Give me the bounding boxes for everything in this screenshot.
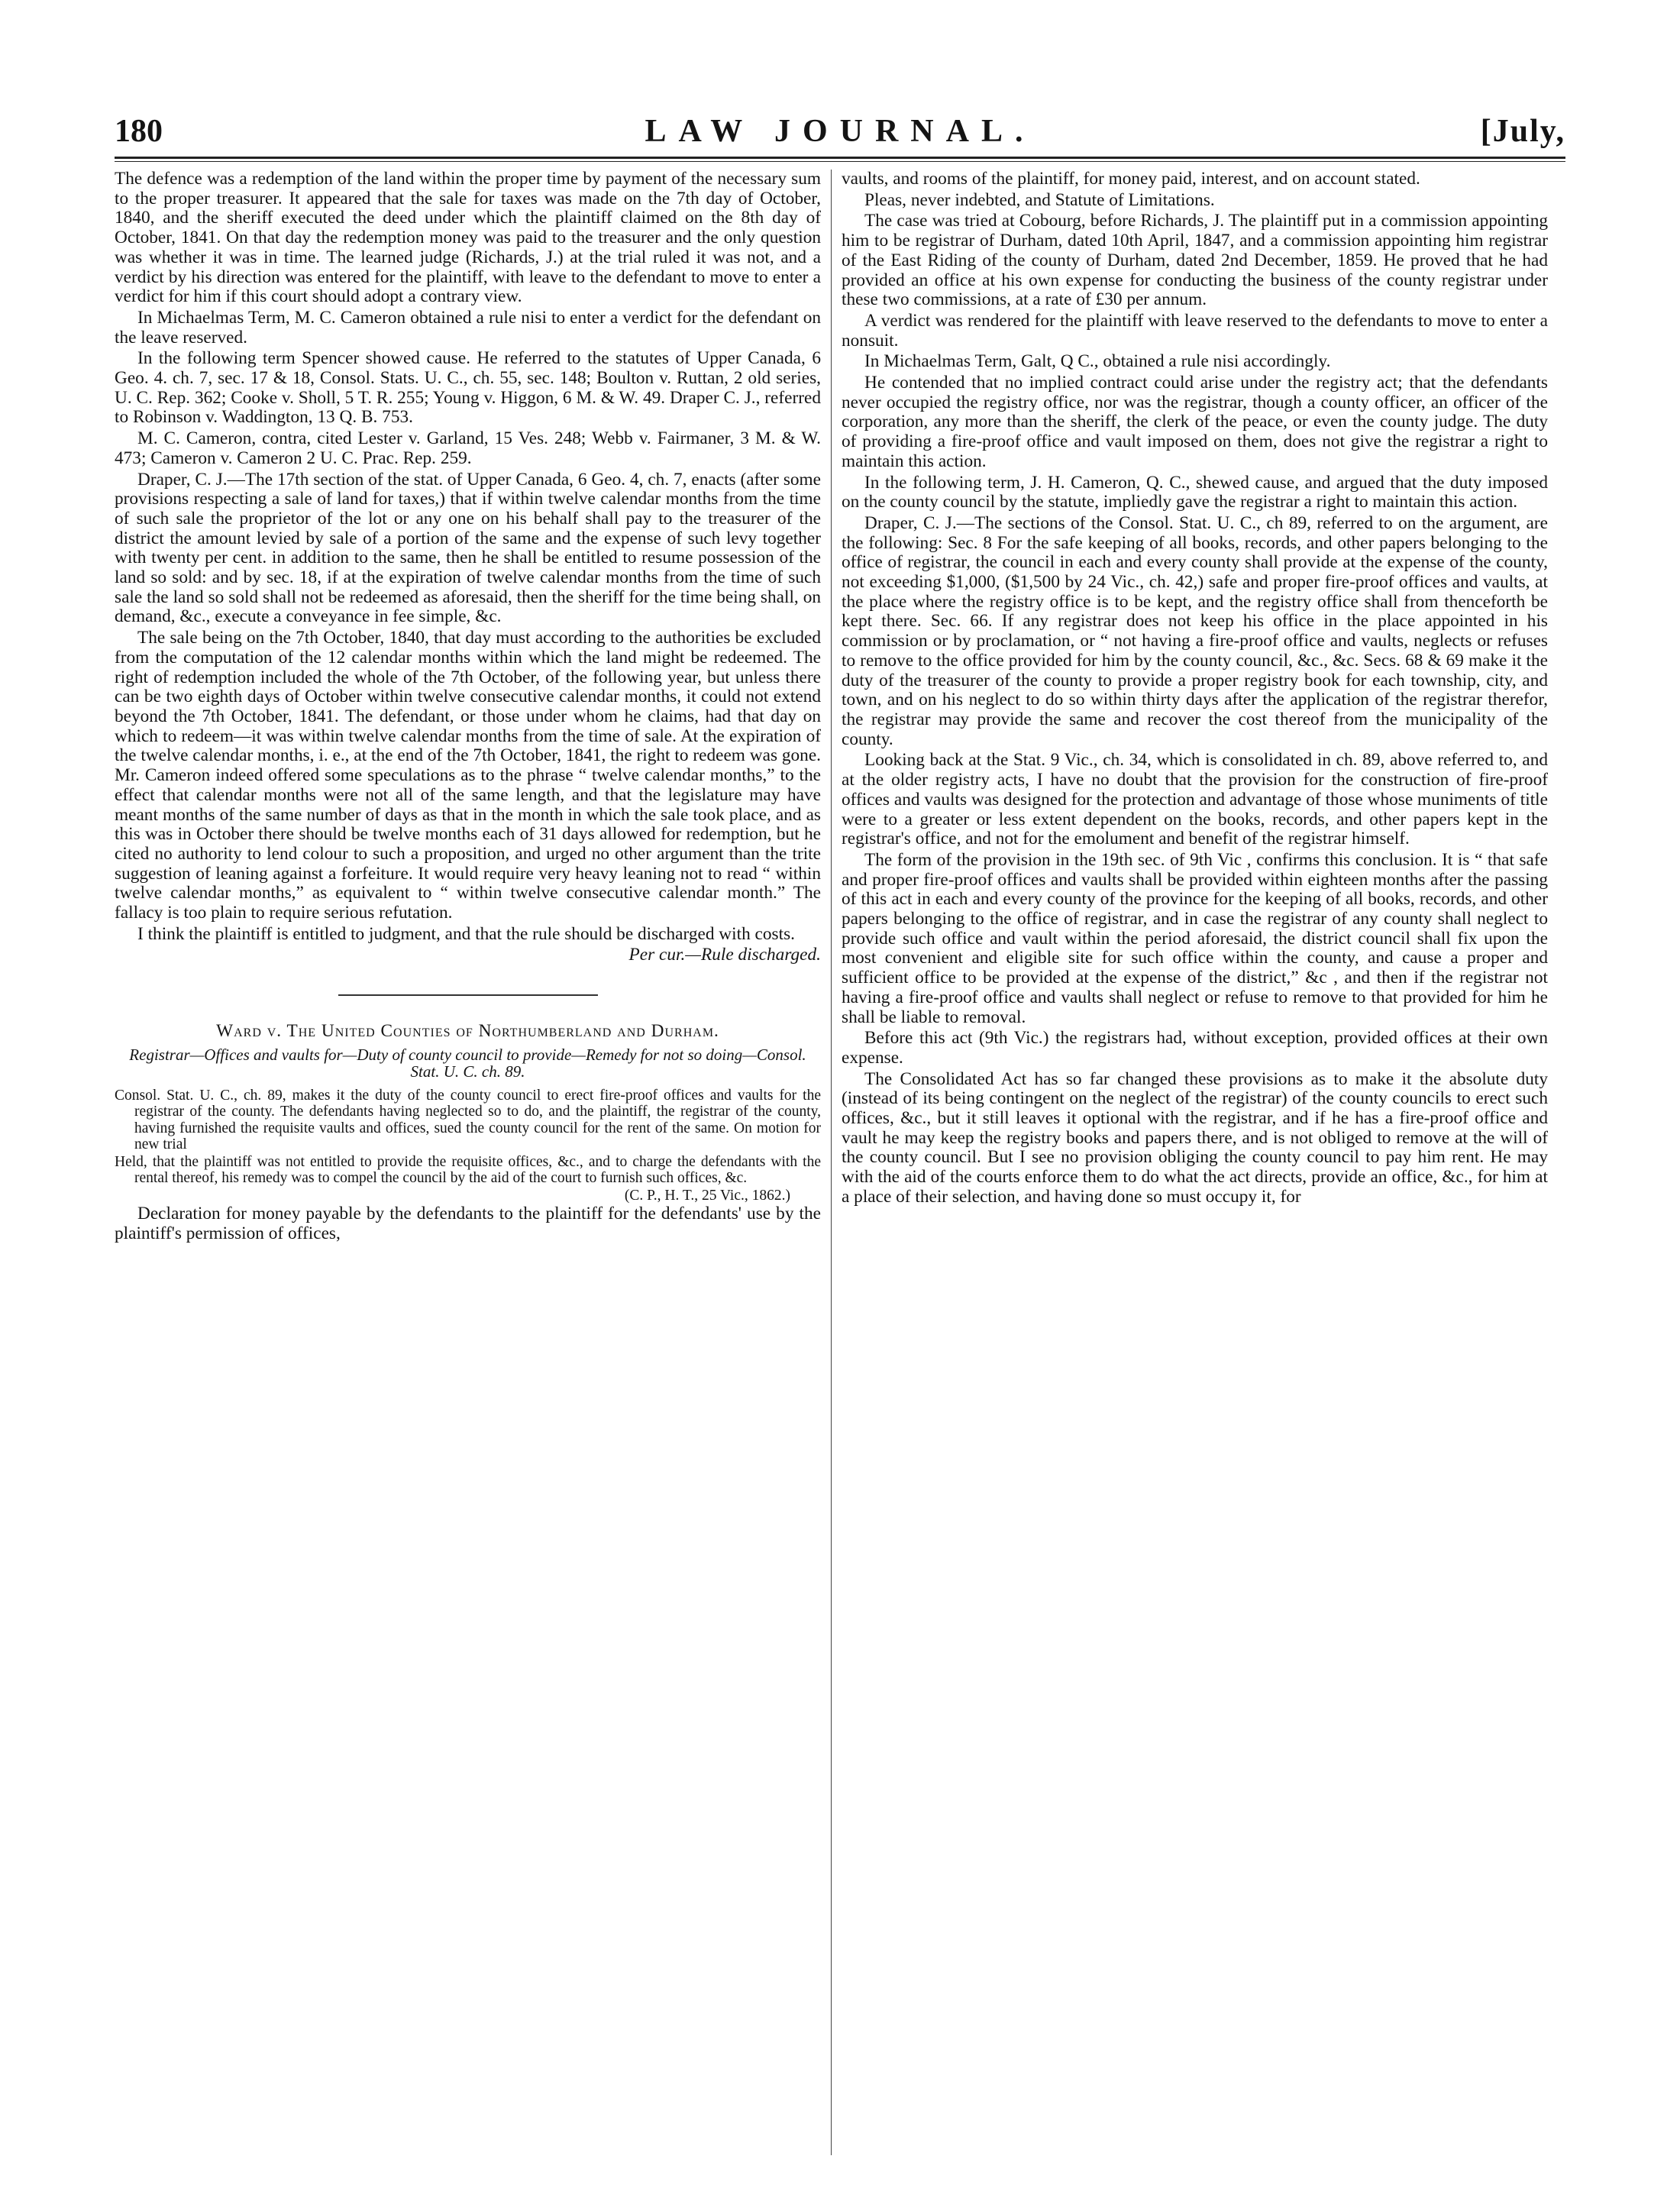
page-number: 180 <box>115 114 163 149</box>
journal-title: LAW JOURNAL. <box>645 114 1035 149</box>
paragraph: Declaration for money payable by the defendants to the plaintiff for the defendants' use by the plaintiff's permission of offices, <box>115 1204 821 1244</box>
paragraph: A verdict was rendered for the plaintiff with leave reserved to the defendants to move to enter a nonsuit. <box>842 310 1548 351</box>
section-divider <box>338 994 598 996</box>
paragraph: The sale being on the 7th October, 1840, that day must according to the authorities be excluded from the computation of the 12 calendar months within which the land might be redeemed. The right of redemption included the whole of the 7th October, of the following year, but unless there can be two eighth days of October within twelve consecutive calendar months, it could not extend beyond the 7th October, 1841. The defendant, or those under whom he claims, had that day on which to redeem—it was within twelve calendar months from the time of sale. At the expiration of the twelve calendar months, i. e., at the end of the 7th October, 1841, the right to redeem was gone. Mr. Cameron indeed offered some speculations as to the phrase “ twelve calendar months,” to the effect that calendar months were not all of the same length, and that the legislature may have meant months of the same number of days as that in the month in which the sale took place, and as this was in October there should be twelve months each of 31 days allowed for redemption, but he cited no authority to lend colour to such a proposition, and urged no other argument than the trite suggestion of leaning against a forfeiture. It would require very heavy leaning not to read “ within twelve calendar months,” as equivalent to “ within twelve consecutive calendar month.” The fallacy is too plain to require serious refutation. <box>115 628 821 923</box>
paragraph: The Consolidated Act has so far changed these provisions as to make it the absolute duty (instead of its being contingent on the neglect of the registrar) of the county councils to erect such offices, &c., but it still leaves it optional with the registrar, and if he has a fire-proof office and vault he may keep the registry books and papers there, and is not obliged to remove at the will of the county council. But I see no provision obliging the county council to pay him rent. He may with the aid of the courts enforce them to do what the act directs, provide an office, &c., for him at a place of their selection, and having done so must occupy it, for <box>842 1068 1548 1207</box>
paragraph: The form of the provision in the 19th sec. of 9th Vic , confirms this conclusion. It is “ that safe and proper fire-proof offices and vaults shall be provided within eighteen months after the passing of this act in each and every county of the province for the keeping of all books, records, and other papers belonging to the office of registrar, and in case the registrar of any county shall neglect to provide such office and vault within the period aforesaid, the district council shall fix upon the most convenient and eligible site for such office within the county, and cause a proper and sufficient office to be provided at the expense of the district,” &c , and then if the registrar not having a fire-proof office and vaults shall neglect or refuse to remove to that provided for him he shall be liable to removal. <box>842 849 1548 1027</box>
paragraph: vaults, and rooms of the plaintiff, for money paid, interest, and on account stated. <box>842 169 1420 189</box>
case-title: Ward v. The United Counties of Northumberland and Durham. <box>216 1021 719 1042</box>
header-rule <box>115 157 1565 159</box>
paragraph: Before this act (9th Vic.) the registrars had, without exception, provided offices at their own expense. <box>842 1028 1548 1068</box>
header-rule-thin <box>115 161 1565 162</box>
right-column <box>842 170 1548 1209</box>
case-citation: (C. P., H. T., 25 Vic., 1862.) <box>624 1187 790 1204</box>
syllabus: Consol. Stat. U. C., ch. 89, makes it the duty of the county council to erect fire-proof offices and vaults for the registrar of the county. The defendants having neglected so to do, and the plaintiff, the registrar of the county, having furnished the requisite vaults and offices, sued the county council for the rent of the same. On motion for new trial <box>115 1087 821 1153</box>
paragraph: He contended that no implied contract could arise under the registry act; that the defendants never occupied the registry office, nor was the registrar, though a county officer, an officer of the corporation, any more than the sheriff, the clerk of the peace, or even the county judge. The duty of providing a fire-proof office and vault imposed on them, does not give the registrar a right to maintain this action. <box>842 373 1548 471</box>
paragraph: I think the plaintiff is entitled to judgment, and that the rule should be discharged with costs. <box>137 923 795 944</box>
paragraph: The defence was a redemption of the land within the proper time by payment of the necessary sum to the proper treasurer. It appeared that the sale for taxes was made on the 7th day of October, 1840, and the sheriff executed the deed under which the plaintiff claimed on the 8th day of October, 1841. On that day the redemption money was paid to the treasurer and the only question was whether it was in time. The learned judge (Richards, J.) at the trial ruled it was not, and a verdict by his direction was entered for the plaintiff, with leave to the defendant to move to enter a verdict for him if this court should adopt a contrary view. <box>115 169 821 307</box>
paragraph: In Michaelmas Term, M. C. Cameron obtained a rule nisi to enter a verdict for the defendant on the leave reserved. <box>115 307 821 347</box>
paragraph: Draper, C. J.—The sections of the Consol. Stat. U. C., ch 89, referred to on the argument, are the following: Sec. 8 For the safe keeping of all books, records, and other papers belonging to the office of registrar, the council in each and every county shall provide at the expense of the county, not exceeding $1,000, ($1,500 by 24 Vic., ch. 42,) safe and proper fire-proof offices and vaults, at the place where the registry office is to be kept, and the registry office shall from thenceforth be kept there. Sec. 66. If any registrar does not keep his office in the place appointed in his commission or by proclamation, or “ not having a fire-proof office and vaults, neglects or refuses to remove to the office provided for him by the county council, &c., &c. Secs. 68 & 69 make it the duty of the treasurer of the county to provide a proper registry book for each township, city, and town, and on his neglect to do so within thirty days after the application of the registrar therefor, the registrar may provide the same and recover the cost thereof from the municipality of the county. <box>842 512 1548 749</box>
per-curiam: Per cur.—Rule discharged. <box>628 945 821 965</box>
paragraph: The case was tried at Cobourg, before Richards, J. The plaintiff put in a commission appointing him to be registrar of Durham, dated 10th April, 1847, and a commission appointing him registrar of the East Riding of the county of Durham, dated 2nd December, 1859. He proved that he had provided an office at his own expense for conducting the business of the county registrar under these two commissions, at a rate of £30 per annum. <box>842 211 1548 310</box>
syllabus-held: Held, that the plaintiff was not entitled to provide the requisite offices, &c., and to charge the defendants with the rental thereof, his remedy was to compel the council by the aid of the court to furnish such offices, &c. <box>115 1153 821 1187</box>
running-head: [July, <box>1480 114 1565 149</box>
page-header <box>115 113 1565 159</box>
case-headnote: Registrar—Offices and vaults for—Duty of county council to provide—Remedy for not so doing—Consol. Stat. U. C. ch. 89. <box>129 1045 806 1081</box>
paragraph: Pleas, never indebted, and Statute of Limitations. <box>864 189 1215 210</box>
paragraph: M. C. Cameron, contra, cited Lester v. Garland, 15 Ves. 248; Webb v. Fairmaner, 3 M. & W. 473; Cameron v. Cameron 2 U. C. Prac. Rep. 259. <box>115 428 821 468</box>
paragraph: Draper, C. J.—The 17th section of the stat. of Upper Canada, 6 Geo. 4, ch. 7, enacts (after some provisions respecting a sale of land for taxes,) that if within twelve calendar months from the time of such sale the proprietor of the lot or any one on his behalf shall pay to the treasurer of the district the amount levied by sale of a portion of the same and the expense of such levy together with twenty per cent. in addition to the same, then he shall be entitled to resume possession of the land so sold: and by sec. 18, if at the expiration of twelve calendar months from the time of such sale the land so sold shall not be redeemed as aforesaid, then the sheriff for the time being shall, on demand, &c., execute a conveyance in fee simple, &c. <box>115 469 821 627</box>
paragraph: Looking back at the Stat. 9 Vic., ch. 34, which is consolidated in ch. 89, above referred to, and at the older registry acts, I have no doubt that the provision for the construction of fire-proof offices and vaults was designed for the protection and advantage of those whose muniments of title were to a greater or less extent dependent on the books, records, and other papers kept in the registrar's office, and not for the emolument and benefit of the registrar himself. <box>842 750 1548 849</box>
left-column <box>115 170 821 1246</box>
paragraph: In the following term, J. H. Cameron, Q. C., shewed cause, and argued that the duty imposed on the county council by the statute, impliedly gave the registrar a right to maintain this action. <box>842 472 1548 512</box>
paragraph: In Michaelmas Term, Galt, Q C., obtained a rule nisi accordingly. <box>864 351 1331 372</box>
paragraph: In the following term Spencer showed cause. He referred to the statutes of Upper Canada, 6 Geo. 4. ch. 7, sec. 17 & 18, Consol. Stats. U. C., ch. 55, sec. 148; Boulton v. Ruttan, 2 old series, U. C. Rep. 362; Cooke v. Sholl, 5 T. R. 255; Young v. Higgon, 6 M. & W. 49. Draper C. J., referred to Robinson v. Waddington, 13 Q. B. 753. <box>115 348 821 428</box>
column-divider <box>831 170 832 2155</box>
